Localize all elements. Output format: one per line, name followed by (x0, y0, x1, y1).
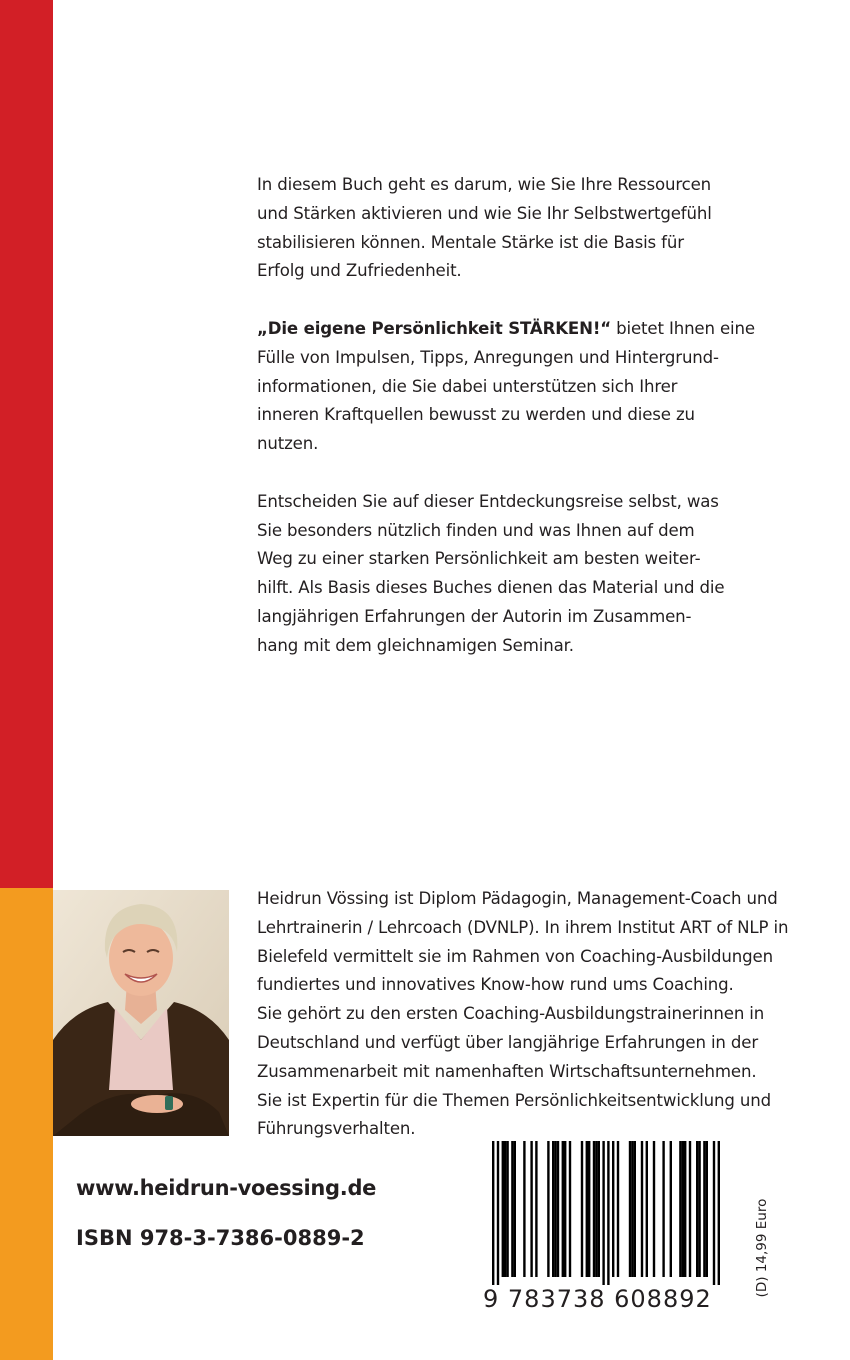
text-line: Sie gehört zu den ersten Coaching-Ausbildungstrainerinnen in (257, 1004, 765, 1024)
text-line: und Stärken aktivieren und wie Sie Ihr Selbstwertgefühl (257, 203, 712, 223)
text-line: In diesem Buch geht es darum, wie Sie Ihre Ressourcen (257, 175, 712, 194)
barcode-bar (588, 1141, 590, 1277)
barcode-bar (631, 1141, 633, 1277)
price-label: (D) 14,99 Euro (754, 1198, 770, 1298)
text-line: Bielefeld vermittelt sie im Rahmen von Coaching-Ausbildungen (257, 946, 773, 966)
barcode-bar (670, 1141, 672, 1277)
text-line: fundiertes und innovatives Know-how rund ums Coaching. (257, 975, 734, 995)
barcode-bar (511, 1141, 513, 1277)
isbn-number: ISBN 978-3-7386-0889-2 (76, 1226, 365, 1250)
text-line: Zusammenarbeit mit namenhaften Wirtschaftsunternehmen. (257, 1061, 757, 1081)
barcode-bar (602, 1141, 604, 1285)
barcode-bar (504, 1141, 506, 1277)
barcode-bar (617, 1141, 619, 1277)
text-line: Deutschland und verfügt über langjährige Erfahrungen in der (257, 1032, 759, 1052)
barcode-bar (564, 1141, 566, 1277)
author-photo (53, 890, 229, 1136)
barcode-bar (682, 1141, 684, 1277)
text-line: Führungsverhalten. (257, 1119, 416, 1139)
text-line: Heidrun Vössing ist Diplom Pädagogin, Management-Coach und (257, 889, 778, 908)
barcode-bar (547, 1141, 549, 1277)
barcode-bar (502, 1141, 504, 1277)
orange-side-bar (0, 888, 53, 1360)
text-line: hilft. Als Basis dieses Buches dienen das Material und die (257, 578, 725, 598)
barcode-bar (641, 1141, 643, 1277)
barcode-bar (696, 1141, 698, 1277)
barcode (483, 1139, 723, 1320)
barcode-bar (492, 1141, 494, 1285)
barcode-bar (581, 1141, 583, 1277)
barcode-bar (713, 1141, 715, 1285)
barcode-bar (593, 1141, 595, 1277)
website-url: www.heidrun-voessing.de (76, 1176, 377, 1200)
text-line: stabilisieren können. Mentale Stärke ist die Basis für (257, 232, 684, 252)
description-paragraph-3 (257, 488, 777, 661)
red-side-bar (0, 0, 53, 888)
text-line: Weg zu einer starken Persönlichkeit am besten weiter- (257, 549, 701, 569)
barcode-bar (703, 1141, 705, 1277)
text-line: Lehrtrainerin / Lehrcoach (DVNLP). In ihrem Institut ART of NLP in (257, 917, 789, 937)
barcode-bar (554, 1141, 556, 1277)
barcode-bar (586, 1141, 588, 1277)
barcode-bar (552, 1141, 554, 1277)
barcode-bar (679, 1141, 681, 1277)
barcode-bar (653, 1141, 655, 1277)
barcode-bar (595, 1141, 597, 1277)
text-line: hang mit dem gleichnamigen Seminar. (257, 635, 574, 655)
barcode-bar (706, 1141, 708, 1277)
barcode-bar (506, 1141, 508, 1277)
barcode-bar (535, 1141, 537, 1277)
text-line (257, 315, 777, 344)
barcode-bars (483, 1139, 723, 1285)
barcode-bar (523, 1141, 525, 1277)
barcode-bar (562, 1141, 564, 1277)
book-description (257, 171, 777, 689)
barcode-bar (612, 1141, 614, 1277)
barcode-bar (689, 1141, 691, 1277)
description-paragraph-2 (257, 315, 777, 459)
barcode-bar (684, 1141, 686, 1277)
description-paragraph-1 (257, 171, 777, 286)
barcode-bar (530, 1141, 532, 1277)
book-title-quote: „Die eigene Persönlichkeit STÄRKEN!“ (257, 318, 612, 338)
text-line: informationen, die Sie dabei unterstützen sich Ihrer (257, 376, 678, 396)
barcode-bar (718, 1141, 720, 1285)
barcode-bar (598, 1141, 600, 1277)
barcode-bar (607, 1141, 609, 1285)
text-line: langjährigen Erfahrungen der Autorin im Zusammen- (257, 606, 692, 626)
barcode-bar (634, 1141, 636, 1277)
barcode-bar (557, 1141, 559, 1277)
text-line: nutzen. (257, 434, 319, 454)
author-portrait-illustration (53, 890, 229, 1136)
text-line: Fülle von Impulsen, Tipps, Anregungen und Hintergrund- (257, 347, 719, 367)
text-line: Sie ist Expertin für die Themen Persönlichkeitsentwicklung und (257, 1090, 772, 1110)
text-line: Sie besonders nützlich finden und was Ihnen auf dem (257, 520, 695, 540)
author-bio (257, 885, 832, 1144)
text-line: Erfolg und Zufriedenheit. (257, 261, 462, 281)
barcode-digits: 9 783738 608892 (483, 1285, 712, 1313)
barcode-bar (646, 1141, 648, 1277)
barcode-bar (497, 1141, 499, 1285)
text-line: Entscheiden Sie auf dieser Entdeckungsreise selbst, was (257, 491, 719, 511)
text-fragment: bietet Ihnen eine (611, 318, 755, 338)
barcode-bar (569, 1141, 571, 1277)
barcode-bar (662, 1141, 664, 1277)
text-line: inneren Kraftquellen bewusst zu werden und diese zu (257, 405, 695, 425)
barcode-bar (629, 1141, 631, 1277)
barcode-bar (698, 1141, 700, 1277)
barcode-bar (514, 1141, 516, 1277)
